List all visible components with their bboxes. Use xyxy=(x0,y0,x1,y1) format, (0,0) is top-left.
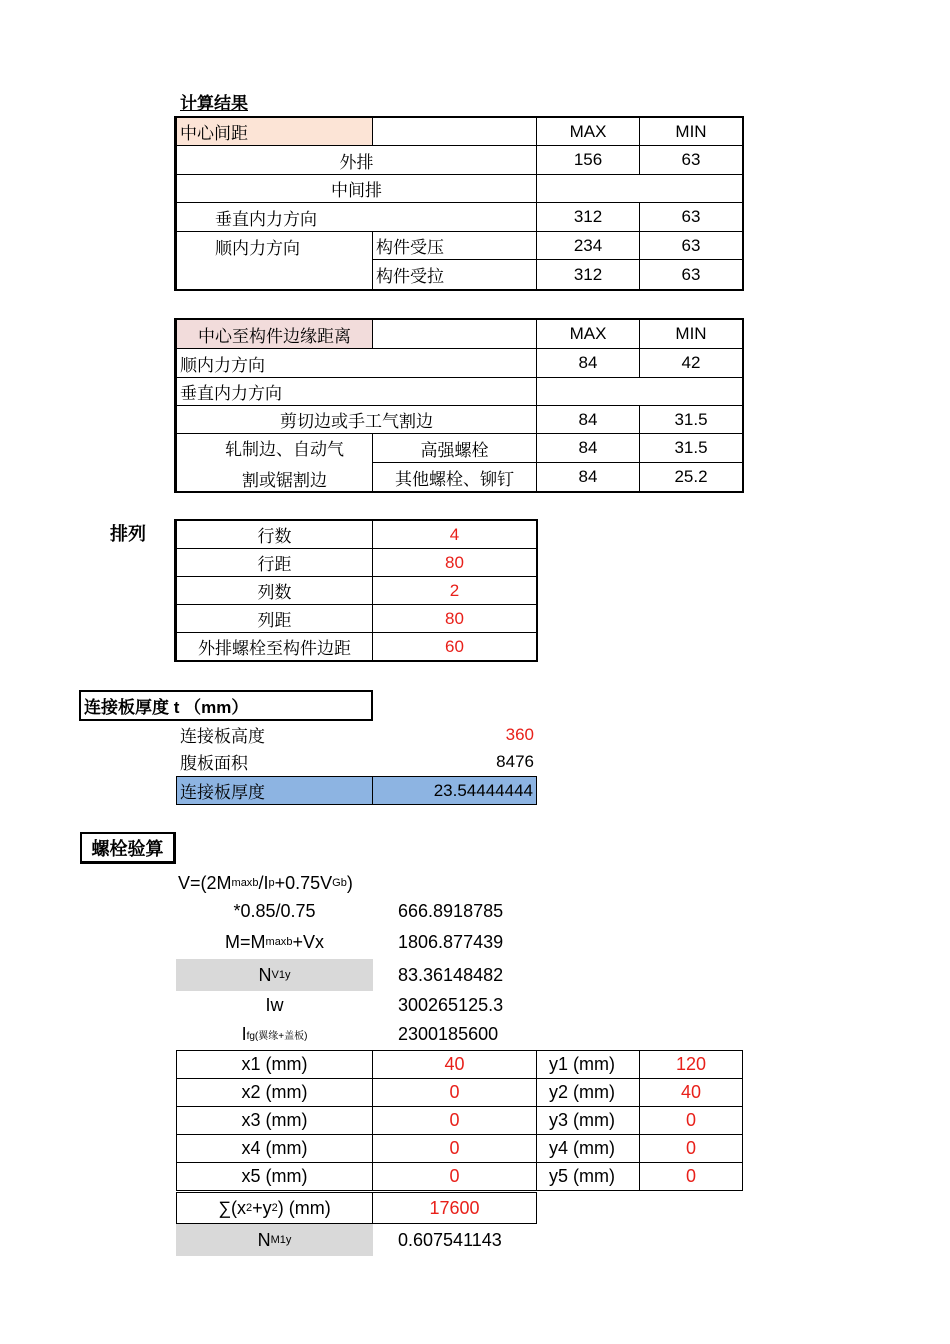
spacing-perp-min[interactable]: 63 xyxy=(639,202,743,232)
arrangement-row-value[interactable]: 60 xyxy=(372,632,537,661)
ifg-formula-sub: fg(翼缘+盖板) xyxy=(246,1031,308,1042)
coord-y-value[interactable]: 0 xyxy=(639,1162,743,1191)
sum-formula[interactable] xyxy=(176,1192,373,1224)
ifg-formula xyxy=(176,1020,373,1049)
coord-x-label[interactable]: x3 (mm) xyxy=(176,1106,373,1135)
m-value: 1806.877439 xyxy=(398,931,504,952)
spacing-tension-label[interactable]: 构件受拉 xyxy=(372,259,537,290)
ifg-value: 2300185600 xyxy=(398,1024,499,1044)
edge-hs-min[interactable]: 31.5 xyxy=(639,433,743,463)
edge-perp-empty[interactable] xyxy=(536,377,743,406)
spacing-compress-min[interactable]: 63 xyxy=(639,231,743,260)
m-formula-sub: max xyxy=(265,936,287,948)
coord-y-label[interactable]: y1 (mm) xyxy=(536,1050,640,1079)
coord-x-label[interactable]: x2 (mm) xyxy=(176,1078,373,1107)
plate-thickness-value: 23.54444444 xyxy=(372,776,537,805)
edge-other-label[interactable]: 其他螺栓、铆钉 xyxy=(372,462,537,492)
nv-formula xyxy=(176,959,373,991)
sum-formula-sup: 2 xyxy=(246,1202,253,1214)
nm-value: 0.607541143 xyxy=(398,1229,502,1250)
nv-formula-sub: 1y xyxy=(278,969,291,981)
arrangement-row-value[interactable]: 2 xyxy=(372,576,537,605)
spacing-perp-max[interactable]: 312 xyxy=(536,202,640,232)
edge-shear-min[interactable]: 31.5 xyxy=(639,405,743,434)
sum-formula-sup: 2 xyxy=(271,1202,278,1214)
edge-along-min[interactable]: 42 xyxy=(639,348,743,378)
v-formula xyxy=(178,868,353,898)
arrangement-row-label[interactable]: 列距 xyxy=(176,604,373,633)
arrangement-row-label[interactable]: 行距 xyxy=(176,548,373,577)
coord-x-label[interactable]: x1 (mm) xyxy=(176,1050,373,1079)
m-formula-part: M=M xyxy=(225,931,266,952)
edge-header-min[interactable]: MIN xyxy=(639,319,743,349)
nv-value: 83.36148482 xyxy=(398,964,504,985)
coord-x-label[interactable]: x4 (mm) xyxy=(176,1134,373,1163)
edge-shear-label[interactable]: 剪切边或手工气割边 xyxy=(176,405,537,434)
spacing-header-label[interactable]: 中心间距 xyxy=(176,117,373,146)
v-formula-part: ) xyxy=(346,872,353,893)
arrangement-row-label[interactable]: 行数 xyxy=(176,520,373,549)
m-formula-sup: b xyxy=(286,936,293,948)
spacing-outer-max[interactable]: 156 xyxy=(536,145,640,175)
arrangement-row-value[interactable]: 4 xyxy=(372,520,537,549)
coord-x-value[interactable]: 0 xyxy=(372,1134,537,1163)
plate-web-area-value: 8476 xyxy=(496,751,534,771)
spacing-middle-empty[interactable] xyxy=(536,174,743,203)
edge-along-max[interactable]: 84 xyxy=(536,348,640,378)
factor-value: 666.8918785 xyxy=(398,900,504,921)
spacing-outer-label[interactable]: 外排 xyxy=(176,145,537,175)
iw-label: Iw xyxy=(265,994,284,1015)
sum-formula-part: +y xyxy=(252,1197,272,1218)
edge-rolled-label[interactable] xyxy=(176,433,373,492)
coord-y-label[interactable]: y2 (mm) xyxy=(536,1078,640,1107)
spacing-header-min[interactable]: MIN xyxy=(639,117,743,146)
edge-other-min[interactable]: 25.2 xyxy=(639,462,743,492)
coord-x-value[interactable]: 0 xyxy=(372,1162,537,1191)
edge-shear-max[interactable]: 84 xyxy=(536,405,640,434)
edge-perp-label[interactable]: 垂直内力方向 xyxy=(176,377,537,406)
coord-x-value[interactable]: 40 xyxy=(372,1050,537,1079)
arrangement-row-label[interactable]: 外排螺栓至构件边距 xyxy=(176,632,373,661)
coord-y-label[interactable]: y3 (mm) xyxy=(536,1106,640,1135)
coord-y-value[interactable]: 0 xyxy=(639,1134,743,1163)
sum-formula-part: ∑(x xyxy=(218,1197,247,1218)
spacing-perp-label[interactable]: 垂直内力方向 xyxy=(176,202,537,232)
v-formula-sup: b xyxy=(252,877,259,889)
edge-other-max[interactable]: 84 xyxy=(536,462,640,492)
v-formula-sub: max xyxy=(231,877,253,889)
iw-value: 300265125.3 xyxy=(398,994,504,1015)
edge-hs-max[interactable]: 84 xyxy=(536,433,640,463)
plate-title: 连接板厚度 t （mm） xyxy=(79,690,373,721)
nm-formula-sub: 1y xyxy=(279,1234,292,1246)
coord-x-value[interactable]: 0 xyxy=(372,1106,537,1135)
m-formula-part: +Vx xyxy=(292,931,324,952)
spacing-header-empty[interactable] xyxy=(372,117,537,146)
arrangement-row-value[interactable]: 80 xyxy=(372,548,537,577)
plate-web-area-label: 腹板面积 xyxy=(180,754,248,773)
plate-height-value[interactable]: 360 xyxy=(505,724,534,744)
coord-y-label[interactable]: y5 (mm) xyxy=(536,1162,640,1191)
nm-formula xyxy=(176,1224,373,1256)
edge-header-label[interactable]: 中心至构件边缘距离 xyxy=(176,319,373,349)
spacing-compress-label[interactable]: 构件受压 xyxy=(372,231,537,260)
spacing-header-max[interactable]: MAX xyxy=(536,117,640,146)
coord-x-label[interactable]: x5 (mm) xyxy=(176,1162,373,1191)
arrangement-row-value[interactable]: 80 xyxy=(372,604,537,633)
spacing-tension-max[interactable]: 312 xyxy=(536,259,640,290)
bolt-check-title: 螺栓验算 xyxy=(80,832,176,864)
coord-y-value[interactable]: 120 xyxy=(639,1050,743,1079)
v-formula-part: +0.75V xyxy=(274,872,333,893)
edge-rolled-label-line2: 割或锯割边 xyxy=(242,470,327,490)
m-formula xyxy=(176,926,373,958)
coord-y-value[interactable]: 40 xyxy=(639,1078,743,1107)
coord-y-value[interactable]: 0 xyxy=(639,1106,743,1135)
v-formula-part: V=(2M xyxy=(178,872,232,893)
v-formula-part: /I xyxy=(258,872,269,893)
plate-thickness-label: 连接板厚度 xyxy=(176,776,373,805)
v-formula-sub: p xyxy=(268,877,275,889)
edge-along-label[interactable]: 顺内力方向 xyxy=(176,348,537,378)
nm-formula-part: N xyxy=(257,1229,271,1250)
coord-x-value[interactable]: 0 xyxy=(372,1078,537,1107)
spacing-middle-label[interactable]: 中间排 xyxy=(176,174,537,203)
edge-header-max[interactable]: MAX xyxy=(536,319,640,349)
spacing-compress-max[interactable]: 234 xyxy=(536,231,640,260)
arrangement-title: 排列 xyxy=(110,524,146,544)
results-title: 计算结果 xyxy=(180,93,248,113)
spacing-along-empty[interactable] xyxy=(176,259,373,290)
factor-label: *0.85/0.75 xyxy=(233,900,316,921)
v-formula-sub: Gb xyxy=(332,877,347,889)
spacing-tension-min[interactable]: 63 xyxy=(639,259,743,290)
spacing-along-label[interactable]: 顺内力方向 xyxy=(176,231,373,260)
nm-formula-sup: M xyxy=(270,1234,280,1246)
spacing-outer-min[interactable]: 63 xyxy=(639,145,743,175)
edge-header-empty[interactable] xyxy=(372,319,537,349)
sum-value[interactable]: 17600 xyxy=(372,1192,537,1224)
coord-y-label[interactable]: y4 (mm) xyxy=(536,1134,640,1163)
ifg-formula-part: I xyxy=(241,1024,247,1044)
edge-hs-label[interactable]: 高强螺栓 xyxy=(372,433,537,463)
plate-height-label: 连接板高度 xyxy=(180,727,265,746)
edge-rolled-label-line1: 轧制边、自动气 xyxy=(225,439,344,459)
nv-formula-part: N xyxy=(258,964,272,985)
arrangement-row-label[interactable]: 列数 xyxy=(176,576,373,605)
nv-formula-sup: V xyxy=(271,969,279,981)
sum-formula-part: ) (mm) xyxy=(277,1197,331,1218)
